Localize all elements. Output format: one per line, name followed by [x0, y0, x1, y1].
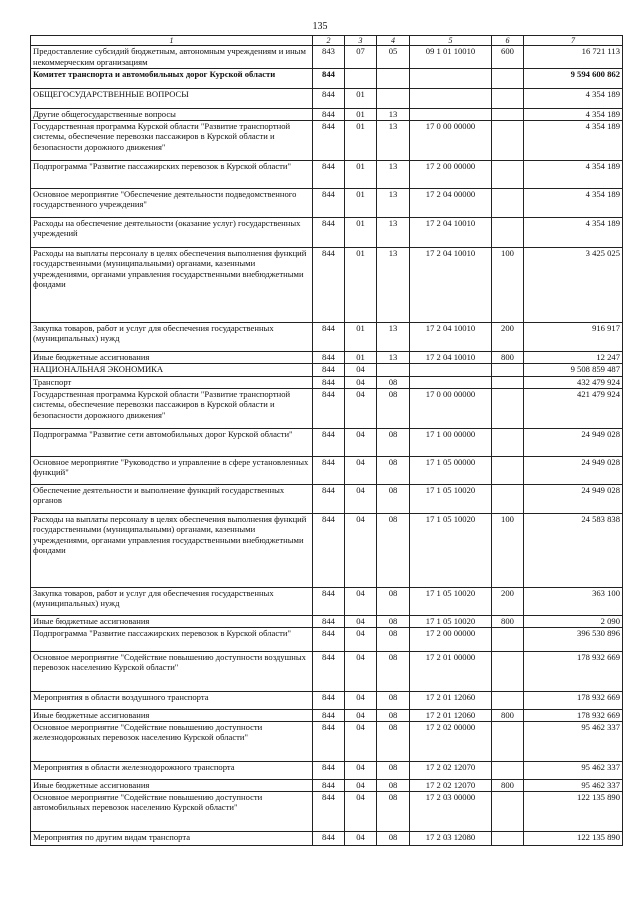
row-expense-type — [492, 651, 524, 691]
row-expense-type — [492, 376, 524, 388]
row-expense-type — [492, 388, 524, 428]
column-number: 7 — [524, 36, 623, 46]
table-row — [31, 160, 623, 188]
row-subsection-code: 13 — [377, 120, 410, 160]
row-target-article: 17 0 00 00000 — [410, 120, 492, 160]
table-row — [31, 709, 623, 721]
row-section-code: 04 — [345, 721, 377, 761]
row-name: Иные бюджетные ассигнования — [31, 615, 313, 627]
row-amount: 24 583 838 — [524, 513, 623, 587]
row-target-article — [410, 363, 492, 376]
row-expense-type — [492, 109, 524, 121]
row-name: Закупка товаров, работ и услуг для обеспечения государственных (муниципальных) нужд — [31, 587, 313, 615]
row-name: ОБЩЕГОСУДАРСТВЕННЫЕ ВОПРОСЫ — [31, 89, 313, 109]
row-name: Мероприятия в области железнодорожного транспорта — [31, 761, 313, 779]
row-subsection-code: 08 — [377, 587, 410, 615]
row-ministry-code: 844 — [313, 587, 345, 615]
row-subsection-code: 08 — [377, 388, 410, 428]
table-row — [31, 322, 623, 351]
row-section-code: 01 — [345, 109, 377, 121]
row-expense-type: 800 — [492, 779, 524, 791]
row-amount: 916 917 — [524, 322, 623, 351]
row-expense-type: 200 — [492, 322, 524, 351]
row-target-article: 17 2 00 00000 — [410, 627, 492, 651]
row-subsection-code: 13 — [377, 247, 410, 322]
row-target-article: 17 1 05 10020 — [410, 513, 492, 587]
row-section-code: 01 — [345, 351, 377, 363]
row-subsection-code: 08 — [377, 761, 410, 779]
row-section-code: 04 — [345, 388, 377, 428]
row-name: Иные бюджетные ассигнования — [31, 709, 313, 721]
row-expense-type — [492, 217, 524, 247]
row-amount: 95 462 337 — [524, 761, 623, 779]
row-section-code: 04 — [345, 615, 377, 627]
row-section-code: 04 — [345, 513, 377, 587]
row-name: Основное мероприятие "Содействие повышению доступности железнодорожных перевозок населению Курской области" — [31, 721, 313, 761]
table-row — [31, 513, 623, 587]
row-target-article: 17 1 05 10020 — [410, 587, 492, 615]
row-amount: 95 462 337 — [524, 721, 623, 761]
row-subsection-code: 13 — [377, 160, 410, 188]
row-subsection-code: 08 — [377, 428, 410, 456]
row-name: Расходы на выплаты персоналу в целях обеспечения выполнения функций государственными (муниципальными) органами, казенными учреждениями, органами управления государственными внебюджетными фондами — [31, 247, 313, 322]
table-row — [31, 69, 623, 89]
row-amount: 9 594 600 862 — [524, 69, 623, 89]
row-amount: 432 479 924 — [524, 376, 623, 388]
row-section-code: 04 — [345, 761, 377, 779]
page-number: 135 — [312, 21, 328, 32]
row-ministry-code: 844 — [313, 709, 345, 721]
row-section-code: 04 — [345, 709, 377, 721]
row-amount: 24 949 028 — [524, 428, 623, 456]
row-section-code: 01 — [345, 89, 377, 109]
row-amount: 4 354 189 — [524, 188, 623, 217]
row-ministry-code: 844 — [313, 779, 345, 791]
row-expense-type — [492, 89, 524, 109]
row-target-article: 17 2 04 10010 — [410, 247, 492, 322]
row-amount: 122 135 890 — [524, 831, 623, 845]
column-number: 1 — [31, 36, 313, 46]
row-amount: 2 090 — [524, 615, 623, 627]
row-expense-type: 800 — [492, 615, 524, 627]
row-name: НАЦИОНАЛЬНАЯ ЭКОНОМИКА — [31, 363, 313, 376]
row-target-article: 17 1 05 10020 — [410, 615, 492, 627]
row-ministry-code: 844 — [313, 691, 345, 709]
row-expense-type — [492, 761, 524, 779]
row-name: Государственная программа Курской области "Развитие транспортной системы, обеспечение перевозки пассажиров в Курской области и безопасности дорожного движения" — [31, 388, 313, 428]
table-row — [31, 627, 623, 651]
row-ministry-code: 844 — [313, 513, 345, 587]
row-section-code: 04 — [345, 691, 377, 709]
row-section-code: 01 — [345, 120, 377, 160]
row-name: Предоставление субсидий бюджетным, автономным учреждениям и иным некоммерческим организациям — [31, 46, 313, 69]
row-section-code — [345, 69, 377, 89]
table-row — [31, 615, 623, 627]
row-ministry-code: 844 — [313, 322, 345, 351]
row-amount: 4 354 189 — [524, 120, 623, 160]
row-target-article: 17 0 00 00000 — [410, 388, 492, 428]
row-expense-type — [492, 691, 524, 709]
row-name: Основное мероприятие "Содействие повышению доступности автомобильных перевозок населению Курской области" — [31, 791, 313, 831]
row-target-article: 17 2 04 00000 — [410, 188, 492, 217]
row-subsection-code: 13 — [377, 351, 410, 363]
row-subsection-code: 08 — [377, 627, 410, 651]
row-section-code: 01 — [345, 160, 377, 188]
row-section-code: 04 — [345, 779, 377, 791]
table-row — [31, 587, 623, 615]
row-ministry-code: 844 — [313, 627, 345, 651]
row-ministry-code: 843 — [313, 46, 345, 69]
table-row — [31, 363, 623, 376]
row-section-code: 04 — [345, 363, 377, 376]
row-target-article — [410, 109, 492, 121]
row-target-article: 17 2 02 12070 — [410, 761, 492, 779]
row-ministry-code: 844 — [313, 120, 345, 160]
row-name: Подпрограмма "Развитие сети автомобильных дорог Курской области" — [31, 428, 313, 456]
row-expense-type — [492, 69, 524, 89]
row-expense-type — [492, 160, 524, 188]
table-body — [31, 46, 623, 846]
row-section-code: 07 — [345, 46, 377, 69]
row-expense-type — [492, 428, 524, 456]
column-number: 3 — [345, 36, 377, 46]
row-name: Обеспечение деятельности и выполнение функций государственных органов — [31, 484, 313, 513]
column-number: 6 — [492, 36, 524, 46]
row-name: Подпрограмма "Развитие пассажирских перевозок в Курской области" — [31, 160, 313, 188]
row-expense-type: 800 — [492, 351, 524, 363]
row-subsection-code — [377, 363, 410, 376]
row-section-code: 04 — [345, 651, 377, 691]
row-ministry-code: 844 — [313, 376, 345, 388]
row-section-code: 04 — [345, 428, 377, 456]
table-row — [31, 779, 623, 791]
table-row — [31, 691, 623, 709]
row-amount: 4 354 189 — [524, 109, 623, 121]
row-target-article: 17 1 00 00000 — [410, 428, 492, 456]
row-section-code: 04 — [345, 791, 377, 831]
row-target-article: 17 2 02 00000 — [410, 721, 492, 761]
table-row — [31, 456, 623, 484]
row-subsection-code: 08 — [377, 721, 410, 761]
row-section-code: 04 — [345, 587, 377, 615]
row-target-article: 17 2 01 12060 — [410, 691, 492, 709]
row-subsection-code: 08 — [377, 484, 410, 513]
row-expense-type: 100 — [492, 247, 524, 322]
row-ministry-code: 844 — [313, 721, 345, 761]
row-expense-type — [492, 120, 524, 160]
row-ministry-code: 844 — [313, 761, 345, 779]
row-name: Основное мероприятие "Обеспечение деятельности подведомственного государственного учреждения" — [31, 188, 313, 217]
row-section-code: 04 — [345, 831, 377, 845]
row-amount: 4 354 189 — [524, 217, 623, 247]
row-name: Основное мероприятие "Содействие повышению доступности воздушных перевозок населению Курской области" — [31, 651, 313, 691]
table-row — [31, 651, 623, 691]
row-amount: 122 135 890 — [524, 791, 623, 831]
table-row — [31, 428, 623, 456]
row-name: Транспорт — [31, 376, 313, 388]
row-amount: 12 247 — [524, 351, 623, 363]
row-section-code: 01 — [345, 217, 377, 247]
column-number: 5 — [410, 36, 492, 46]
row-target-article: 17 2 04 10010 — [410, 322, 492, 351]
row-subsection-code: 08 — [377, 513, 410, 587]
column-number: 4 — [377, 36, 410, 46]
row-ministry-code: 844 — [313, 109, 345, 121]
row-amount: 24 949 028 — [524, 456, 623, 484]
row-name: Иные бюджетные ассигнования — [31, 779, 313, 791]
row-target-article: 17 2 01 12060 — [410, 709, 492, 721]
table-row — [31, 188, 623, 217]
row-amount: 178 932 669 — [524, 651, 623, 691]
row-expense-type — [492, 831, 524, 845]
row-amount: 4 354 189 — [524, 89, 623, 109]
row-amount: 363 100 — [524, 587, 623, 615]
row-target-article: 17 2 01 00000 — [410, 651, 492, 691]
row-section-code: 04 — [345, 484, 377, 513]
row-target-article — [410, 69, 492, 89]
table-row — [31, 46, 623, 69]
row-amount: 421 479 924 — [524, 388, 623, 428]
row-target-article: 17 1 05 10020 — [410, 484, 492, 513]
row-ministry-code: 844 — [313, 831, 345, 845]
row-name: Мероприятия в области воздушного транспорта — [31, 691, 313, 709]
row-name: Подпрограмма "Развитие пассажирских перевозок в Курской области" — [31, 627, 313, 651]
row-name: Основное мероприятие "Руководство и управление в сфере установленных функций" — [31, 456, 313, 484]
row-ministry-code: 844 — [313, 456, 345, 484]
table-row — [31, 376, 623, 388]
row-subsection-code: 13 — [377, 322, 410, 351]
budget-table — [30, 35, 623, 846]
row-subsection-code: 08 — [377, 791, 410, 831]
row-expense-type — [492, 363, 524, 376]
row-amount: 178 932 669 — [524, 709, 623, 721]
row-ministry-code: 844 — [313, 160, 345, 188]
row-subsection-code: 08 — [377, 376, 410, 388]
column-number: 2 — [313, 36, 345, 46]
row-subsection-code: 08 — [377, 779, 410, 791]
table-row — [31, 831, 623, 845]
table-row — [31, 791, 623, 831]
row-ministry-code: 844 — [313, 615, 345, 627]
row-target-article: 17 2 02 12070 — [410, 779, 492, 791]
row-target-article: 17 2 00 00000 — [410, 160, 492, 188]
row-target-article — [410, 89, 492, 109]
row-amount: 16 721 113 — [524, 46, 623, 69]
row-ministry-code: 844 — [313, 484, 345, 513]
row-name: Расходы на обеспечение деятельности (оказание услуг) государственных учреждений — [31, 217, 313, 247]
row-amount: 9 508 859 487 — [524, 363, 623, 376]
table-row — [31, 217, 623, 247]
row-subsection-code: 08 — [377, 709, 410, 721]
row-ministry-code: 844 — [313, 428, 345, 456]
row-name: Мероприятия по другим видам транспорта — [31, 831, 313, 845]
row-expense-type — [492, 456, 524, 484]
table-row — [31, 120, 623, 160]
row-subsection-code: 08 — [377, 691, 410, 709]
column-number-row — [31, 36, 623, 46]
row-expense-type: 600 — [492, 46, 524, 69]
row-amount: 24 949 028 — [524, 484, 623, 513]
row-amount: 178 932 669 — [524, 691, 623, 709]
row-name: Другие общегосударственные вопросы — [31, 109, 313, 121]
row-name: Комитет транспорта и автомобильных дорог Курской области — [31, 69, 313, 89]
row-ministry-code: 844 — [313, 89, 345, 109]
row-name: Иные бюджетные ассигнования — [31, 351, 313, 363]
row-ministry-code: 844 — [313, 363, 345, 376]
row-ministry-code: 844 — [313, 651, 345, 691]
table-row — [31, 484, 623, 513]
row-amount: 4 354 189 — [524, 160, 623, 188]
row-target-article: 09 1 01 10010 — [410, 46, 492, 69]
row-expense-type — [492, 188, 524, 217]
row-expense-type — [492, 791, 524, 831]
row-amount: 396 530 896 — [524, 627, 623, 651]
row-subsection-code: 13 — [377, 217, 410, 247]
row-section-code: 04 — [345, 376, 377, 388]
row-subsection-code — [377, 69, 410, 89]
row-name: Государственная программа Курской области "Развитие транспортной системы, обеспечение перевозки пассажиров в Курской области и безопасности дорожного движения" — [31, 120, 313, 160]
row-section-code: 01 — [345, 188, 377, 217]
row-subsection-code: 05 — [377, 46, 410, 69]
row-target-article: 17 2 04 10010 — [410, 217, 492, 247]
row-expense-type — [492, 627, 524, 651]
row-ministry-code: 844 — [313, 388, 345, 428]
row-ministry-code: 844 — [313, 791, 345, 831]
table-row — [31, 109, 623, 121]
table-row — [31, 388, 623, 428]
row-section-code: 04 — [345, 456, 377, 484]
row-expense-type — [492, 484, 524, 513]
row-expense-type: 100 — [492, 513, 524, 587]
row-ministry-code: 844 — [313, 247, 345, 322]
row-subsection-code: 13 — [377, 109, 410, 121]
row-ministry-code: 844 — [313, 351, 345, 363]
row-amount: 3 425 025 — [524, 247, 623, 322]
row-name: Закупка товаров, работ и услуг для обеспечения государственных (муниципальных) нужд — [31, 322, 313, 351]
table-row — [31, 351, 623, 363]
row-ministry-code: 844 — [313, 217, 345, 247]
row-section-code: 01 — [345, 247, 377, 322]
row-expense-type: 800 — [492, 709, 524, 721]
row-expense-type: 200 — [492, 587, 524, 615]
table-row — [31, 247, 623, 322]
row-ministry-code: 844 — [313, 69, 345, 89]
row-section-code: 01 — [345, 322, 377, 351]
row-target-article: 17 2 03 12080 — [410, 831, 492, 845]
table-row — [31, 89, 623, 109]
row-target-article: 17 1 05 00000 — [410, 456, 492, 484]
row-ministry-code: 844 — [313, 188, 345, 217]
table-row — [31, 761, 623, 779]
row-target-article: 17 2 04 10010 — [410, 351, 492, 363]
row-subsection-code: 13 — [377, 188, 410, 217]
row-subsection-code — [377, 89, 410, 109]
row-subsection-code: 08 — [377, 651, 410, 691]
table-row — [31, 721, 623, 761]
row-name: Расходы на выплаты персоналу в целях обеспечения выполнения функций государственными (муниципальными) органами, казенными учреждениями, органами управления государственными внебюджетными фондами — [31, 513, 313, 587]
row-subsection-code: 08 — [377, 615, 410, 627]
row-expense-type — [492, 721, 524, 761]
row-amount: 95 462 337 — [524, 779, 623, 791]
row-subsection-code: 08 — [377, 831, 410, 845]
row-target-article — [410, 376, 492, 388]
row-section-code: 04 — [345, 627, 377, 651]
row-subsection-code: 08 — [377, 456, 410, 484]
row-target-article: 17 2 03 00000 — [410, 791, 492, 831]
